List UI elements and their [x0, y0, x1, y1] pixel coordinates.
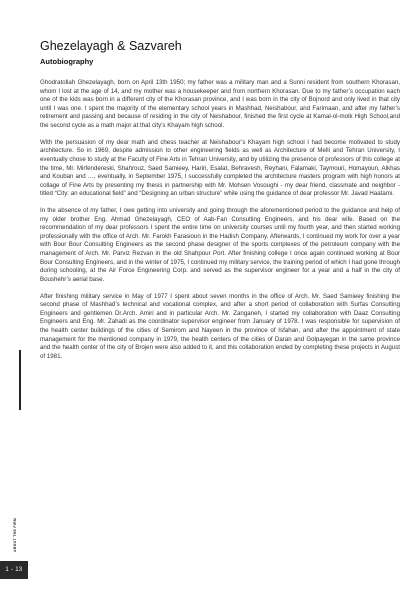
page-title: Ghezelayagh & Sazvareh: [40, 39, 182, 53]
paragraph-4: After finishing military service in May of 1977 I spent about seven months in the office of Arch. Mr. Saed Samieey finishing the second phase of Mashhad’s technical and vocational complex, and after a short period of collaboration with Surfas Consulting Engineers and gentlemen Dr.Arch. Amiri and in particular Arch. Mr. Zanganeh, I started my collaboration with Daaz Consulting Engineers and Eng. Mr. Zahadi as the coordinator supervisor engineer from January of 1978. I was responsible for supervision of the health center buildings of the cities of Semirom and Nayeen in the province of Isfahan, and after the appointment of state management for the mentioned company in 1979, the health centers of the cities of Daran and Golpayegan in the same province and the health center of the city of Brojen were also added to it, and this collaboration ended by completing these projects in August of 1981.: [40, 292, 400, 360]
page-number-tab: [0, 561, 28, 579]
page-subtitle: Autobiography: [40, 57, 94, 66]
body-text: [40, 79, 400, 361]
side-divider-line: [19, 350, 21, 410]
page-number: 1 - 13: [5, 567, 23, 573]
section-vertical-label: ABOUT THE FIRM: [13, 517, 17, 552]
main-content: [40, 39, 400, 370]
paragraph-2: With the persuasion of my dear math and chess teacher at Neishabour’s Khayam high school I had become motivated to study architecture. So in 1969, despite admission to other engineering fields as well as Architecture of Melli and Tehran University, I eventually chose to study at the Faculty of Fine Arts in Tehran University, and by utilizing the presence of professors of this college at the time, Mr. Mirfendereski, Shahrouz, Saed Samieey, Hariri, Esalat, Behravesh, Reyhani, Falamaki, Taymouri, Homayoun, Alkhas and Kouban and …, eventually, in September 1975, I successfully completed the architecture masters program with high honors at collage of Fine Arts by presenting my thesis in partnership with Mr. Mohsen Vosoughi - my dear friend, classmate and neighbor - titled “City: an educational field” and “Designing an urban structure” while using the guidance of dear professor Mr. Javad Haatami.: [40, 138, 400, 198]
paragraph-3: In the absence of my father, I owe getting into university and going through the aforementioned period to the guidance and help of my older brother Eng. Ahmad Ghezelayagh, CEO of Aab-Fan Consulting Engineers, and his dear wife. Based on the recommendation of my dear professors I spent the entire time on university courses until my fourth year, and then started working professionally with the office of Arch. Mr. Farokh Farasioun in the Hadish Company. Afterwards, I continued my work for over a year with Bour Bour Consulting Engineers as the second phase designer of the sports complexes of the petroleum company with the management of Arch. Mr. Parviz Rezvan in the old Shahpour Port. After finishing college I once again continued working at Bour Bour Consulting Engineers, and in the winter of 1975, I continued my military service, the training period of which I had gone through during schooling, at the Air Force Engineering Corp. and served as the supervisor engineer for a year and a half in the city of Boushehr’s aerial base.: [40, 207, 400, 283]
paragraph-1: Ghodratollah Ghezelayagh, born on April 13th 1950; my father was a military man and a Sunni resident from southern Khorasan, whom I lost at the age of 14, and my mother was a housekeeper and from northern Khorasan. Due to my father’s occupation each one of the kids was born in a different city of the Khorasan province, and I was born in the city of Bojnord and only lived in that city until I was one. I spent the majority of the elementary school years in Mashhad, Neishabour, and Farimaan, and after my father’s retirement and passing and because of residing in the city of Neishabour, finished the first cycle at Kamal-ol-molk High School,and the second cycle as a math major at that city’s Khayam high school.: [40, 79, 400, 129]
